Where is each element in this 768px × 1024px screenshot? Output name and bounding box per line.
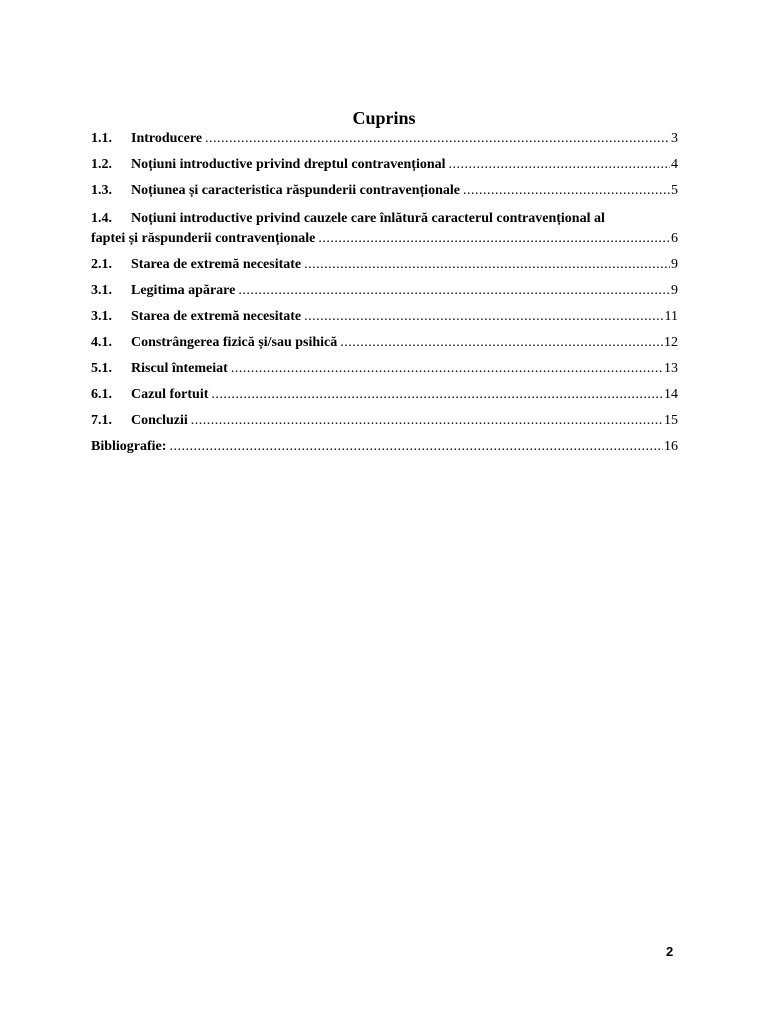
toc-entry-page: 13 <box>664 361 678 376</box>
toc-entry-title: Bibliografie: <box>91 439 167 454</box>
toc-entry-cazul-fortuit[interactable] <box>91 387 678 403</box>
toc-dot-leader <box>304 309 663 325</box>
toc-entry-riscul[interactable] <box>91 361 678 377</box>
page-number: 2 <box>666 944 674 959</box>
toc-entry-number: 5.1. <box>91 361 112 376</box>
toc-entry-page: 6 <box>671 231 678 246</box>
toc-entry-cauze[interactable] <box>91 211 678 247</box>
toc-entry-number: 7.1. <box>91 413 112 428</box>
toc-entry-introducere[interactable] <box>91 131 678 147</box>
toc-entry-number: 1.1. <box>91 131 112 146</box>
toc-entry-title-line1: Noțiuni introductive privind cauzele care înlătură caracterul contravențional al <box>131 211 605 226</box>
toc-entry-page: 9 <box>671 283 678 298</box>
toc-title: Cuprins <box>352 108 416 128</box>
toc-entry-legitima-aparare[interactable] <box>91 283 678 299</box>
toc-entry-title: Legitima apărare <box>131 283 236 298</box>
toc-entry-extrema-necesitate[interactable] <box>91 257 678 273</box>
toc-dot-leader <box>318 231 670 247</box>
toc-dot-leader <box>304 257 670 273</box>
toc-dot-leader <box>463 183 670 199</box>
toc-entry-page: 16 <box>664 439 678 454</box>
toc-entry-title: Constrângerea fizică și/sau psihică <box>131 335 338 350</box>
toc-entry-title: Starea de extremă necesitate <box>131 309 302 324</box>
toc-entry-constrangerea[interactable] <box>91 335 678 351</box>
toc-dot-leader <box>238 283 670 299</box>
toc-entry-title: Riscul întemeiat <box>131 361 228 376</box>
toc-entry-number: 3.1. <box>91 283 112 298</box>
toc-entry-number: 1.3. <box>91 183 112 198</box>
toc-entry-page: 15 <box>664 413 678 428</box>
toc-entry-page: 14 <box>664 387 678 402</box>
toc-entry-extrema-necesitate-2[interactable] <box>91 309 678 325</box>
toc-entry-title: Concluzii <box>131 413 188 428</box>
toc-entry-number: 1.2. <box>91 157 112 172</box>
toc-entry-title: Starea de extremă necesitate <box>131 257 302 272</box>
toc-entry-number: 1.4. <box>91 211 112 226</box>
toc-entry-title: Noțiuni introductive privind dreptul contravențional <box>131 157 446 172</box>
toc-entry-number: 3.1. <box>91 309 112 324</box>
toc-entry-concluzii[interactable] <box>91 413 678 429</box>
toc-dot-leader <box>340 335 663 351</box>
toc-entry-title: Introducere <box>131 131 203 146</box>
toc-entry-number: 6.1. <box>91 387 112 402</box>
toc-dot-leader <box>205 131 670 147</box>
toc-entry-page: 5 <box>671 183 678 198</box>
toc-entry-number: 2.1. <box>91 257 112 272</box>
toc-dot-leader <box>211 387 663 403</box>
toc-entry-raspundere[interactable] <box>91 183 678 199</box>
toc-entry-number: 4.1. <box>91 335 112 350</box>
toc-entry-title: Noțiunea și caracteristica răspunderii contravenționale <box>131 183 460 198</box>
toc-dot-leader <box>169 439 663 455</box>
toc-entry-page: 4 <box>671 157 678 172</box>
toc-entry-page: 9 <box>671 257 678 272</box>
toc-entry-title: Cazul fortuit <box>131 387 209 402</box>
toc-entry-notiuni-drept[interactable] <box>91 157 678 173</box>
toc-entry-title-line2: faptei și răspunderii contravenționale <box>91 231 316 246</box>
toc-dot-leader <box>231 361 663 377</box>
table-of-contents <box>91 131 678 455</box>
toc-dot-leader <box>191 413 663 429</box>
toc-entry-page: 12 <box>664 335 678 350</box>
toc-dot-leader <box>449 157 670 173</box>
toc-entry-bibliografie[interactable] <box>91 439 678 455</box>
toc-entry-page: 11 <box>664 309 678 324</box>
toc-entry-page: 3 <box>671 131 678 146</box>
